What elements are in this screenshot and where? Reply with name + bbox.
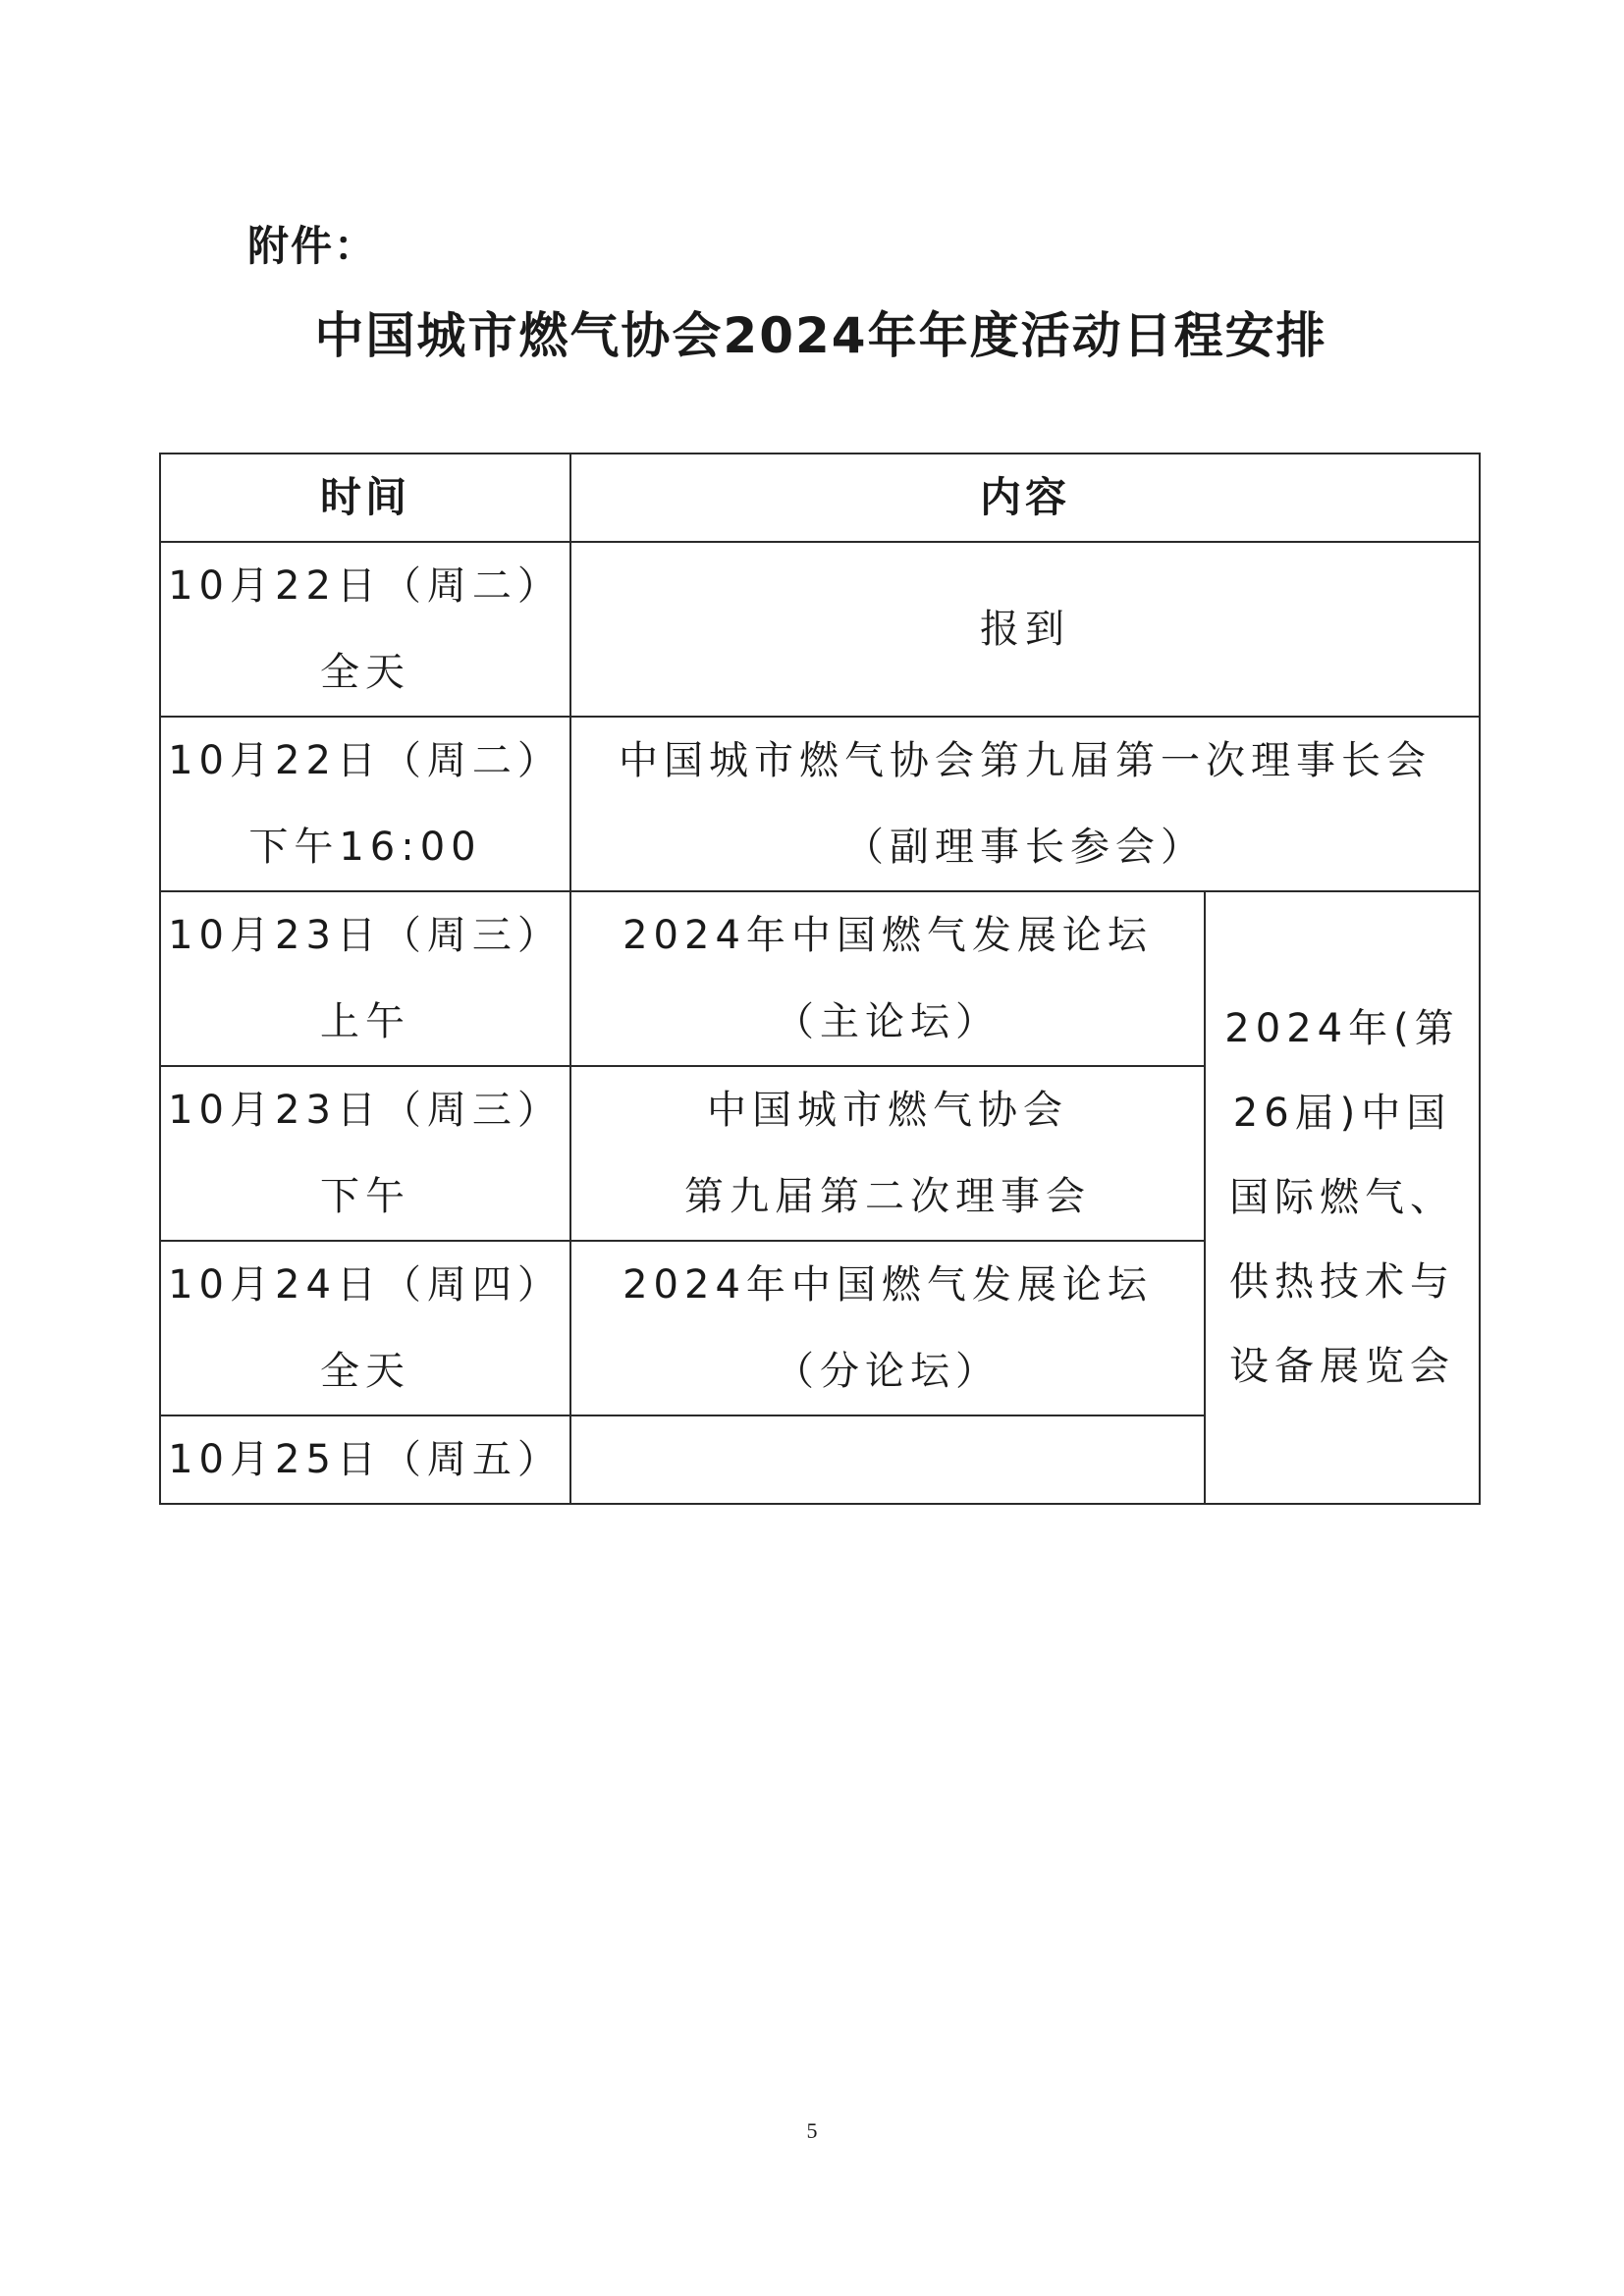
- expo-line: 国际燃气、: [1229, 1175, 1455, 1220]
- time-cell: [160, 542, 570, 717]
- content-line: 第九届第二次理事会: [684, 1174, 1091, 1219]
- content-cell: [570, 1241, 1205, 1415]
- expo-line: 设备展览会: [1229, 1344, 1455, 1389]
- table-row: [160, 717, 1480, 891]
- time-period: 全天: [320, 1349, 410, 1394]
- time-period: 下午16:00: [248, 825, 482, 870]
- expo-line: 26届)中国: [1232, 1091, 1452, 1136]
- time-date: 10月25日（周五）: [168, 1437, 563, 1482]
- time-date: 10月22日（周二）: [168, 738, 563, 783]
- content-line: （副理事长参会）: [844, 825, 1206, 870]
- expo-line: 供热技术与: [1229, 1259, 1455, 1305]
- expo-line: 2024年(第: [1224, 1006, 1460, 1051]
- time-cell: [160, 1066, 570, 1241]
- time-cell: [160, 1415, 570, 1504]
- content-cell: [570, 717, 1480, 891]
- table-row: [160, 891, 1480, 1066]
- content-cell: [570, 891, 1205, 1066]
- table-header-row: [160, 454, 1480, 542]
- content-line: 报到: [980, 607, 1070, 652]
- content-line: 2024年中国燃气发展论坛: [623, 913, 1153, 958]
- time-date: 10月23日（周三）: [168, 913, 563, 958]
- schedule-table: [159, 453, 1481, 1505]
- time-period: 下午: [320, 1174, 410, 1219]
- time-cell: [160, 891, 570, 1066]
- time-cell: [160, 1241, 570, 1415]
- content-line: （主论坛）: [775, 999, 1001, 1044]
- time-date: 10月23日（周三）: [168, 1088, 563, 1133]
- document-title: 中国城市燃气协会2024年年度活动日程安排: [314, 307, 1327, 364]
- time-cell: [160, 717, 570, 891]
- content-cell: [570, 1066, 1205, 1241]
- time-date: 10月24日（周四）: [168, 1262, 563, 1308]
- header-time: 时间: [160, 454, 570, 542]
- expo-cell: [1205, 891, 1480, 1504]
- table-row: [160, 542, 1480, 717]
- content-line: 中国城市燃气协会: [707, 1088, 1068, 1133]
- content-cell: [570, 542, 1480, 717]
- attachment-label: 附件：: [247, 222, 378, 270]
- header-content: 内容: [570, 454, 1480, 542]
- content-line: 2024年中国燃气发展论坛: [623, 1262, 1153, 1308]
- time-date: 10月22日（周二）: [168, 563, 563, 609]
- content-cell: [570, 1415, 1205, 1504]
- page-number: 5: [806, 2118, 818, 2143]
- time-period: 上午: [320, 999, 410, 1044]
- content-line: （分论坛）: [775, 1349, 1001, 1394]
- time-period: 全天: [320, 650, 410, 695]
- content-line: 中国城市燃气协会第九届第一次理事长会: [619, 738, 1432, 783]
